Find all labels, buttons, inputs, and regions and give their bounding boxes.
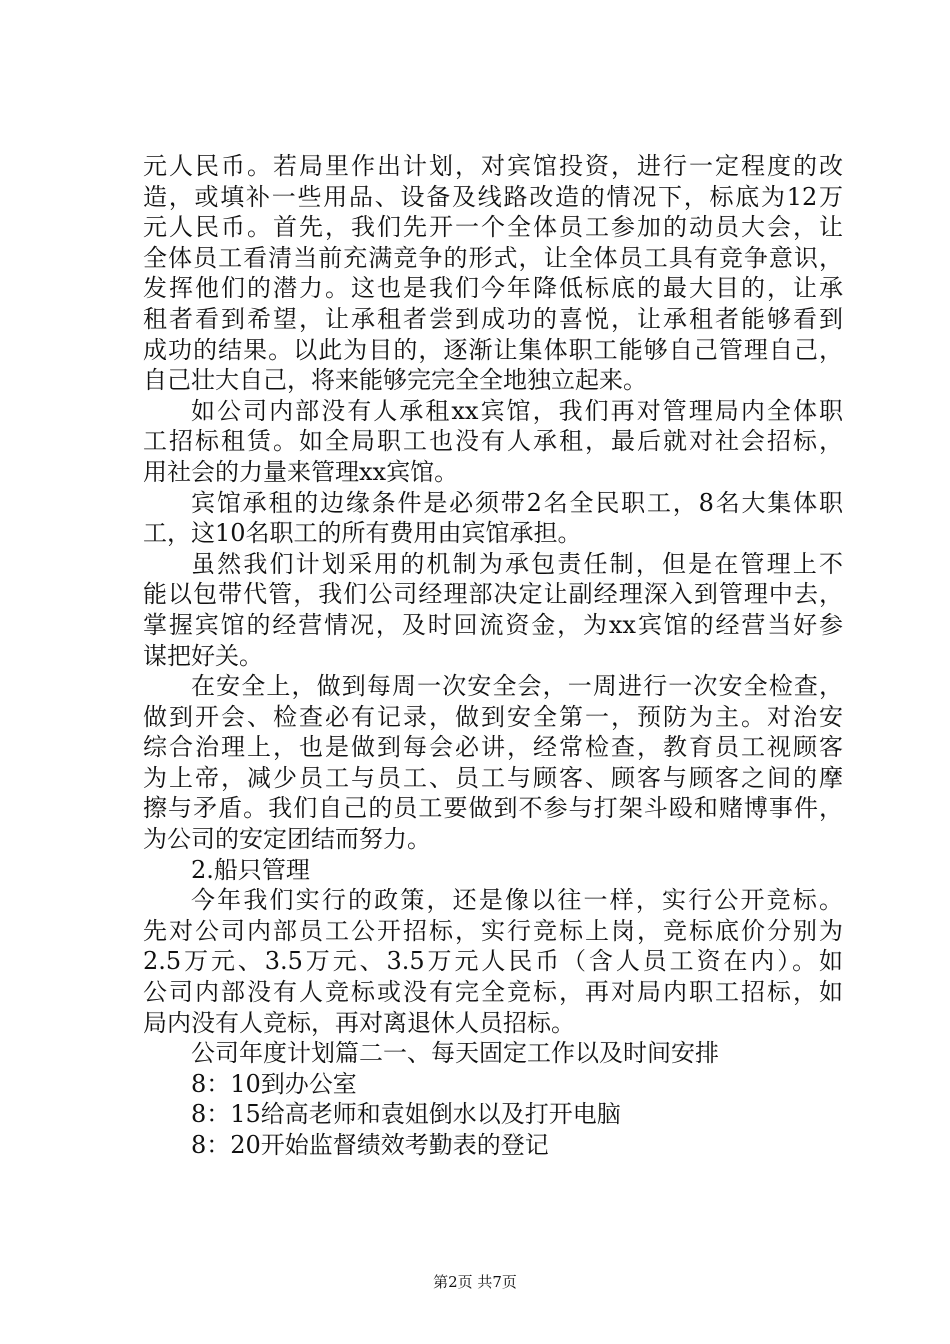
text-line: 造，或填补一些用品、设备及线路改造的情况下，标底为12万 (143, 182, 843, 211)
text-line: 今年我们实行的政策，还是像以往一样，实行公开竞标。 (191, 886, 843, 915)
text-line: 8：15给高老师和袁姐倒水以及打开电脑 (191, 1100, 621, 1129)
text-line: 做到开会、检查必有记录，做到安全第一，预防为主。对治安 (143, 702, 843, 731)
text-line: 能以包带代管，我们公司经理部决定让副经理深入到管理中去， (143, 580, 843, 609)
text-line: 发挥他们的潜力。这也是我们今年降低标底的最大目的，让承 (143, 274, 843, 303)
text-line: 局内没有人竞标，再对离退休人员招标。 (143, 1008, 575, 1037)
text-line: 综合治理上，也是做到每会必讲，经常检查，教育员工视顾客 (143, 733, 843, 762)
text-line: 元人民币。首先，我们先开一个全体员工参加的动员大会，让 (143, 213, 843, 242)
page-footer: 第2页 共7页 (433, 1273, 517, 1291)
text-line: 掌握宾馆的经营情况，及时回流资金，为xx宾馆的经营当好参 (143, 610, 843, 639)
text-line: 虽然我们计划采用的机制为承包责任制，但是在管理上不 (191, 549, 843, 578)
text-line: 先对公司内部员工公开招标，实行竞标上岗，竞标底价分别为 (143, 916, 843, 945)
text-line: 全体员工看清当前充满竞争的形式，让全体员工具有竞争意识， (143, 243, 843, 272)
text-line: 工，这10名职工的所有费用由宾馆承担。 (143, 519, 582, 548)
text-line: 宾馆承租的边缘条件是必须带2名全民职工，8名大集体职 (191, 488, 843, 517)
text-line: 为上帝，减少员工与员工、员工与顾客、顾客与顾客之间的摩 (143, 763, 843, 792)
text-line: 自己壮大自己，将来能够完完全全地独立起来。 (143, 366, 647, 395)
text-line: 如公司内部没有人承租xx宾馆，我们再对管理局内全体职 (191, 396, 843, 425)
text-line: 公司年度计划篇二一、每天固定工作以及时间安排 (191, 1039, 719, 1068)
text-line: 工招标租赁。如全局职工也没有人承租，最后就对社会招标， (143, 427, 843, 456)
text-line: 成功的结果。以此为目的，逐渐让集体职工能够自己管理自己， (143, 335, 843, 364)
text-line: 8：20开始监督绩效考勤表的登记 (191, 1131, 549, 1159)
text-line: 2.5万元、3.5万元、3.5万元人民币（含人员工资在内）。如 (143, 947, 843, 976)
text-line: 租者看到希望，让承租者尝到成功的喜悦，让承租者能够看到 (143, 304, 843, 333)
body-text (143, 151, 843, 1161)
text-line: 2.船只管理 (191, 855, 310, 884)
text-line: 在安全上，做到每周一次安全会，一周进行一次安全检查， (191, 672, 843, 701)
text-line: 8：10到办公室 (191, 1069, 357, 1098)
text-line: 元人民币。若局里作出计划，对宾馆投资，进行一定程度的改 (143, 152, 843, 180)
text-line: 公司内部没有人竞标或没有完全竞标，再对局内职工招标，如 (143, 978, 843, 1007)
text-line: 为公司的安定团结而努力。 (143, 825, 431, 854)
text-line: 用社会的力量来管理xx宾馆。 (143, 457, 459, 486)
text-line: 擦与矛盾。我们自己的员工要做到不参与打架斗殴和赌博事件， (143, 794, 843, 823)
text-line: 谋把好关。 (143, 641, 263, 670)
